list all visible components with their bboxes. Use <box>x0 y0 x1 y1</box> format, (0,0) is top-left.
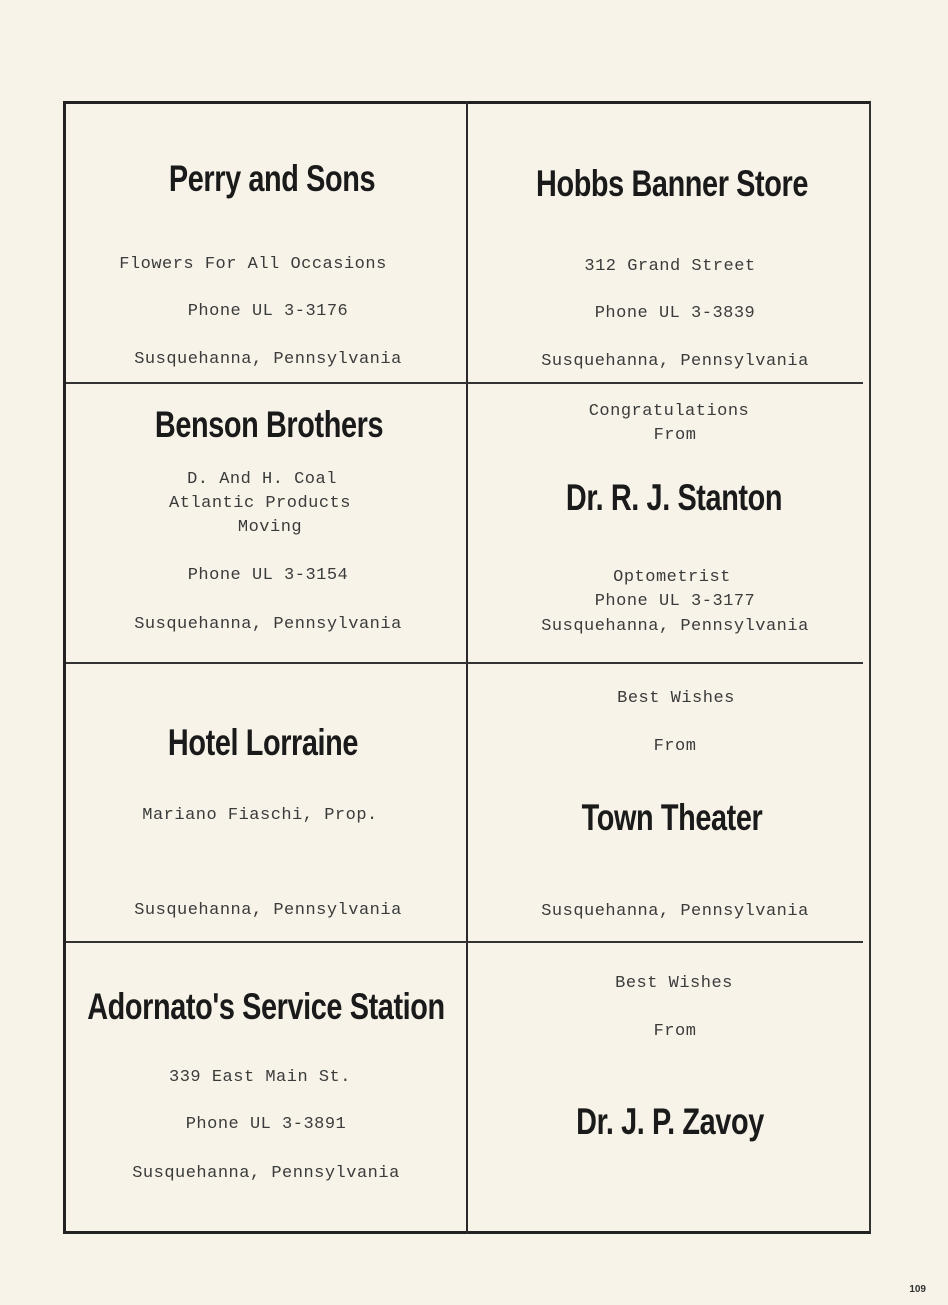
proprietor: Mariano Fiaschi, Prop. <box>142 806 378 825</box>
business-name: Adornato's Service Station <box>87 986 445 1027</box>
business-name: Dr. R. J. Stanton <box>565 477 783 518</box>
address: 312 Grand Street <box>584 257 756 276</box>
row-divider-2 <box>66 662 863 664</box>
business-name: Hotel Lorraine <box>167 722 359 763</box>
town: Susquehanna, Pennsylvania <box>541 902 809 921</box>
town: Susquehanna, Pennsylvania <box>541 352 809 371</box>
address: 339 East Main St. <box>169 1068 351 1087</box>
profession: Optometrist <box>613 568 731 587</box>
town: Susquehanna, Pennsylvania <box>134 350 402 369</box>
greeting: From <box>653 737 697 756</box>
service-line: Atlantic Products <box>169 494 351 513</box>
phone: Phone UL 3-3839 <box>594 304 756 323</box>
town: Susquehanna, Pennsylvania <box>132 1164 400 1183</box>
row-divider-1 <box>66 382 863 384</box>
business-name: Dr. J. P. Zavoy <box>576 1101 764 1142</box>
phone: Phone UL 3-3891 <box>185 1115 347 1134</box>
row-divider-3 <box>66 941 863 943</box>
page-number: 109 <box>909 1284 926 1295</box>
service-line: D. And H. Coal <box>187 470 337 489</box>
greeting: From <box>653 426 697 445</box>
greeting: From <box>653 1022 697 1041</box>
service-line: Moving <box>237 518 303 537</box>
greeting: Congratulations <box>588 402 750 421</box>
business-name: Perry and Sons <box>168 158 376 199</box>
phone: Phone UL 3-3154 <box>187 566 349 585</box>
town: Susquehanna, Pennsylvania <box>134 901 402 920</box>
town: Susquehanna, Pennsylvania <box>134 615 402 634</box>
business-name: Benson Brothers <box>154 404 384 445</box>
tagline: Flowers For All Occasions <box>119 255 387 274</box>
greeting: Best Wishes <box>617 689 735 708</box>
phone: Phone UL 3-3176 <box>187 302 349 321</box>
business-name: Hobbs Banner Store <box>535 163 809 204</box>
town: Susquehanna, Pennsylvania <box>541 617 809 636</box>
column-divider <box>466 101 468 1234</box>
greeting: Best Wishes <box>615 974 733 993</box>
phone: Phone UL 3-3177 <box>594 592 756 611</box>
business-name: Town Theater <box>581 797 763 838</box>
